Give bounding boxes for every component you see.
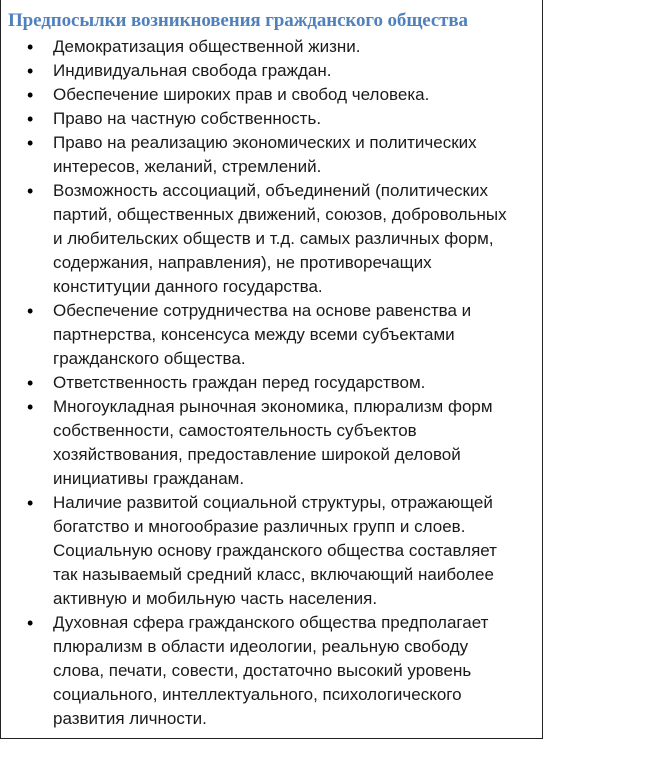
bullet-icon: • (27, 397, 34, 417)
list-item (27, 35, 539, 59)
list-item-text: Индивидуальная свобода граждан. (53, 61, 332, 80)
bullet-icon: • (27, 181, 34, 201)
bullet-icon: • (27, 109, 34, 129)
list-item (27, 83, 539, 107)
list-item (27, 179, 539, 299)
list-item-text: Возможность ассоциаций, объединений (политических партий, общественных движений, союзов, добровольных и любительских обществ и т.д. самых различных форм, содержания, направления), не противоречащих конституции данного государства. (53, 181, 507, 296)
prerequisites-list (27, 35, 539, 731)
list-item (27, 371, 539, 395)
list-item-text: Право на реализацию экономических и политических интересов, желаний, стремлений. (53, 133, 477, 176)
bullet-icon: • (27, 61, 34, 81)
list-item (27, 611, 539, 731)
bullet-icon: • (27, 613, 34, 633)
bullet-icon: • (27, 493, 34, 513)
bullet-icon: • (27, 85, 34, 105)
list-item-text: Ответственность граждан перед государством. (53, 373, 426, 392)
document-title: Предпосылки возникновения гражданского общества (8, 10, 468, 31)
list-item-text: Духовная сфера гражданского общества предполагает плюрализм в области идеологии, реальную свободу слова, печати, совести, достаточно высокий уровень социального, интеллектуального, психологического развития личности. (53, 613, 489, 728)
list-item (27, 59, 539, 83)
list-item (27, 299, 539, 371)
list-item (27, 395, 539, 491)
bullet-icon: • (27, 133, 34, 153)
list-item-text: Многоукладная рыночная экономика, плюрализм форм собственности, самостоятельность субъектов хозяйствования, предоставление широкой деловой инициативы гражданам. (53, 397, 493, 488)
bullet-icon: • (27, 373, 34, 393)
list-item (27, 107, 539, 131)
bullet-icon: • (27, 301, 34, 321)
bullet-icon: • (27, 37, 34, 57)
list-item (27, 491, 539, 611)
list-item-text: Право на частную собственность. (53, 109, 322, 128)
list-item-text: Обеспечение широких прав и свобод человека. (53, 85, 430, 104)
list-item-text: Демократизация общественной жизни. (53, 37, 361, 56)
list-item-text: Обеспечение сотрудничества на основе равенства и партнерства, консенсуса между всеми субъектами гражданского общества. (53, 301, 472, 368)
list-item (27, 131, 539, 179)
list-item-text: Наличие развитой социальной структуры, отражающей богатство и многообразие различных групп и слоев. Социальную основу гражданского общества составляет так называемый средний класс, включающий наиболее активную и мобильную часть населения. (53, 493, 497, 608)
